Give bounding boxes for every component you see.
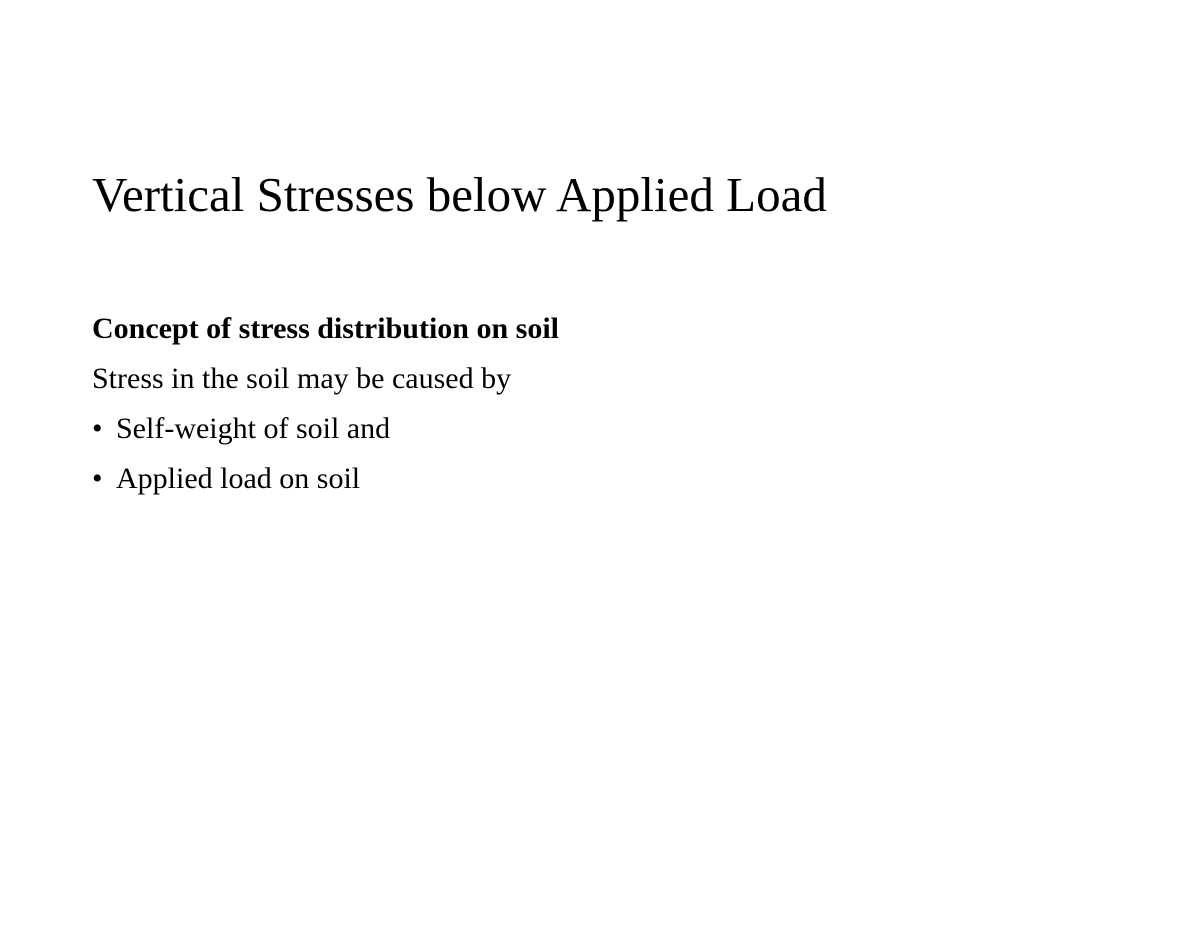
bullet-item bbox=[92, 458, 1092, 500]
section-heading: Concept of stress distribution on soil bbox=[92, 312, 559, 345]
bullet-list bbox=[92, 408, 1092, 500]
bullet-text: Self-weight of soil and bbox=[116, 412, 391, 445]
bullet-text: Applied load on soil bbox=[116, 462, 361, 495]
slide-title: Vertical Stresses below Applied Load bbox=[92, 167, 827, 222]
bullet-icon: • bbox=[92, 412, 103, 445]
slide-body bbox=[92, 308, 1092, 508]
intro-text: Stress in the soil may be caused by bbox=[92, 362, 512, 395]
bullet-item bbox=[92, 408, 1092, 450]
bullet-icon: • bbox=[92, 462, 103, 495]
